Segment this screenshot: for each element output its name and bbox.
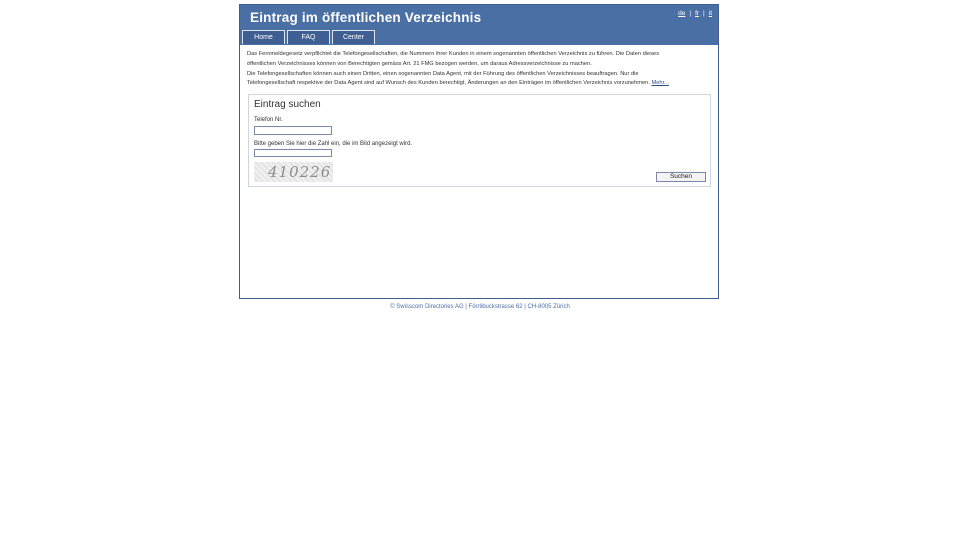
captcha-image [254,162,333,182]
language-link-fr[interactable]: fr [695,10,700,17]
search-panel [248,94,711,187]
page-title: Eintrag im öffentlichen Verzeichnis [250,10,482,25]
phone-label: Telefon Nr. [254,117,283,123]
language-separator: | [703,10,705,17]
language-separator: | [689,10,692,17]
intro-line: Die Telefongesellschaften können auch einen Dritten, einen sogenannten Data Agent, mit der Führung des öffentlichen Verzeichnisses beauftragen. Nur die [247,70,639,77]
intro-text [247,50,694,89]
language-switcher [678,10,712,17]
tab-faq[interactable]: FAQ [287,30,330,44]
phone-input[interactable] [254,126,332,135]
captcha-text: 410226 [268,163,332,181]
intro-line-text: Telefongesellschaft respektive der Data Agent sind auf Wunsch des Kunden berechtigt, Änderungen an den Einträgen im öffentlichen Verzeichnis vorzunehmen. [247,80,650,87]
more-link[interactable]: Mehr... [651,80,669,87]
search-button[interactable]: Suchen [656,172,706,182]
language-link-it[interactable]: it [708,10,712,17]
tab-center[interactable]: Center [332,30,375,44]
intro-line: öffentlichen Verzeichnisses können von Berechtigten gemäss Art. 21 FMG bezogen werden, um daraus Adressverzeichnisse zu machen. [247,60,592,67]
intro-line: Das Fernmeldegesetz verpflichtet die Telefongesellschaften, die Nummern ihrer Kunden in einem sogenannten öffentlichen Verzeichnis zu führen. Die Daten dieses [247,51,660,57]
main-frame [239,4,719,299]
search-title: Eintrag suchen [254,99,321,110]
footer-text: © Swisscom Directories AG | Förrlibuckstrasse 62 | CH-8005 Zürich [390,304,570,310]
intro-line [247,79,694,89]
language-link-de[interactable]: de [678,10,686,17]
header-bar [240,5,718,45]
tab-home[interactable]: Home [242,30,285,44]
captcha-input[interactable] [254,149,332,157]
captcha-label: Bitte geben Sie hier die Zahl ein, die im Bild angezeigt wird. [254,141,413,147]
